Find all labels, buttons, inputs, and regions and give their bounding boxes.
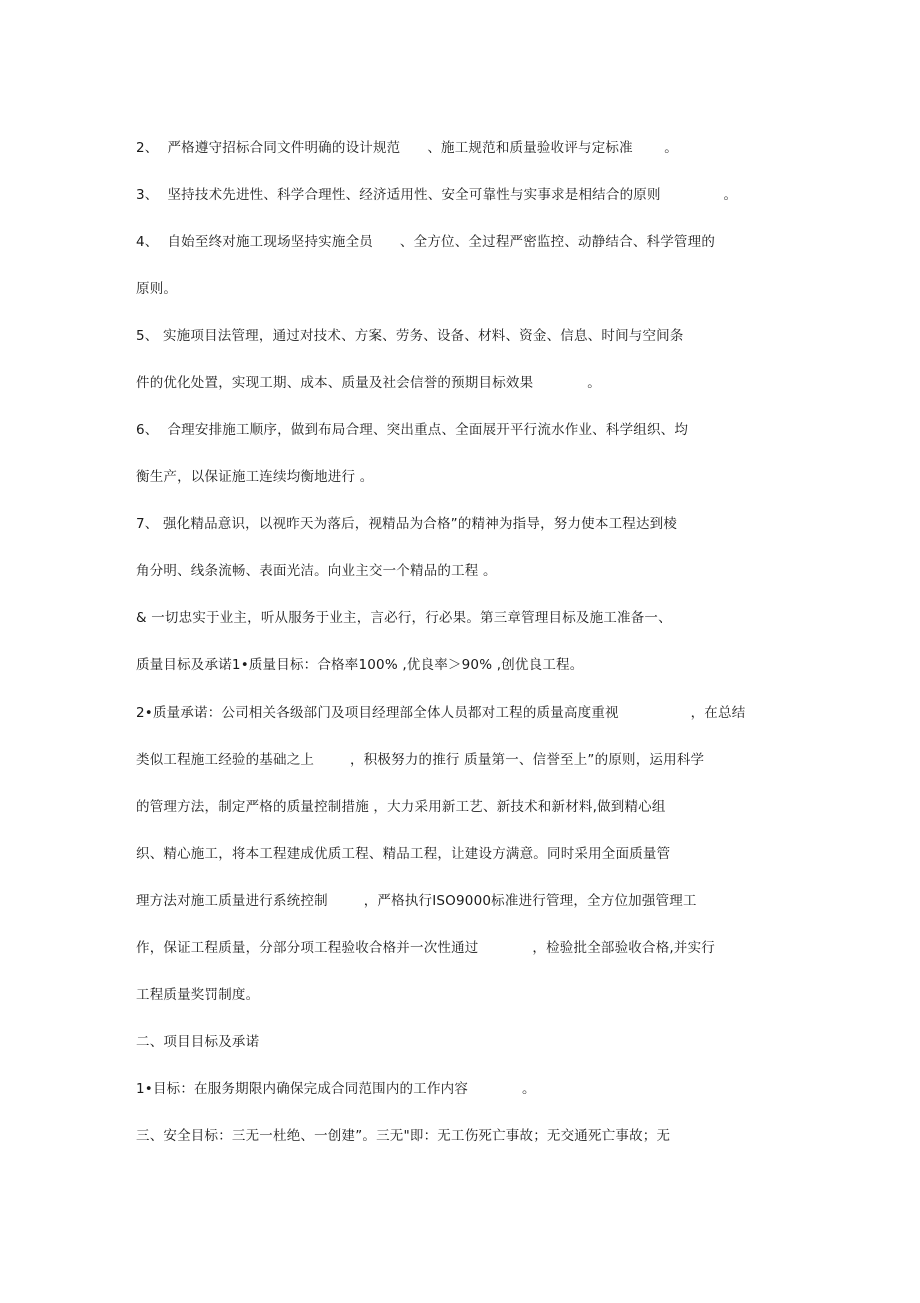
section-heading-2: 二、项目目标及承诺 [136,1034,260,1050]
text-line-18: 作，保证工程质量，分部分项工程验收合格并一次性通过 ，检验批全部验收合格,并实行 [136,940,715,956]
text-line-6: 件的优化处置，实现工期、成本、质量及社会信誉的预期目标效果 。 [136,375,601,391]
text-line-10: 角分明、线条流畅、表面光洁。向业主交一个精品的工程 。 [136,563,497,579]
text-line-15: 的管理方法，制定严格的质量控制措施 ，大力采用新工艺、新技术和新材料,做到精心组 [136,799,666,815]
text-line-14: 类似工程施工经验的基础之上 ，积极努力的推行 质量第一、信誉至上”的原则，运用科学 [136,752,705,768]
text-line-11: & 一切忠实于业主，听从服务于业主，言必行，行必果。第三章管理目标及施工准备一、 [136,610,672,626]
text-line-12: 质量目标及承诺1•质量目标：合格率100% ,优良率＞90% ,创优良工程。 [136,657,584,673]
text-line-9: 7、 强化精品意识，以视昨天为落后，视精品为合格”的精神为指导，努力使本工程达到棱 [136,516,678,532]
text-line-19: 工程质量奖罚制度。 [136,987,260,1003]
text-line-4: 原则。 [136,281,178,297]
text-line-3: 4、 自始至终对施工现场坚持实施全员 、全方位、全过程严密监控、动静结合、科学管理的 [136,234,716,250]
text-line-5: 5、 实施项目法管理，通过对技术、方案、劳务、设备、材料、资金、信息、时间与空间条 [136,328,684,344]
section-heading-3: 三、安全目标：三无一杜绝、一创建”。三无"即：无工伤死亡事故；无交通死亡事故；无 [136,1128,671,1144]
text-line-16: 织、精心施工，将本工程建成优质工程、精品工程，让建设方满意。同时采用全面质量管 [136,846,671,862]
text-line-21: 1•目标：在服务期限内确保完成合同范围内的工作内容 。 [136,1081,536,1097]
text-line-17: 理方法对施工质量进行系统控制 ，严格执行ISO9000标准进行管理，全方位加强管理工 [136,893,697,909]
text-line-2: 3、 坚持技术先进性、科学合理性、经济适用性、安全可靠性与实事求是相结合的原则 。 [136,187,738,203]
text-line-8: 衡生产，以保证施工连续均衡地进行 。 [136,469,374,485]
text-line-13: 2•质量承诺：公司相关各级部门及项目经理部全体人员都对工程的质量高度重视 ，在总结 [136,705,746,721]
text-line-1: 2、 严格遵守招标合同文件明确的设计规范 、施工规范和质量验收评与定标准 。 [136,140,678,156]
text-line-7: 6、 合理安排施工顺序，做到布局合理、突出重点、全面展开平行流水作业、科学组织、均 [136,422,689,438]
